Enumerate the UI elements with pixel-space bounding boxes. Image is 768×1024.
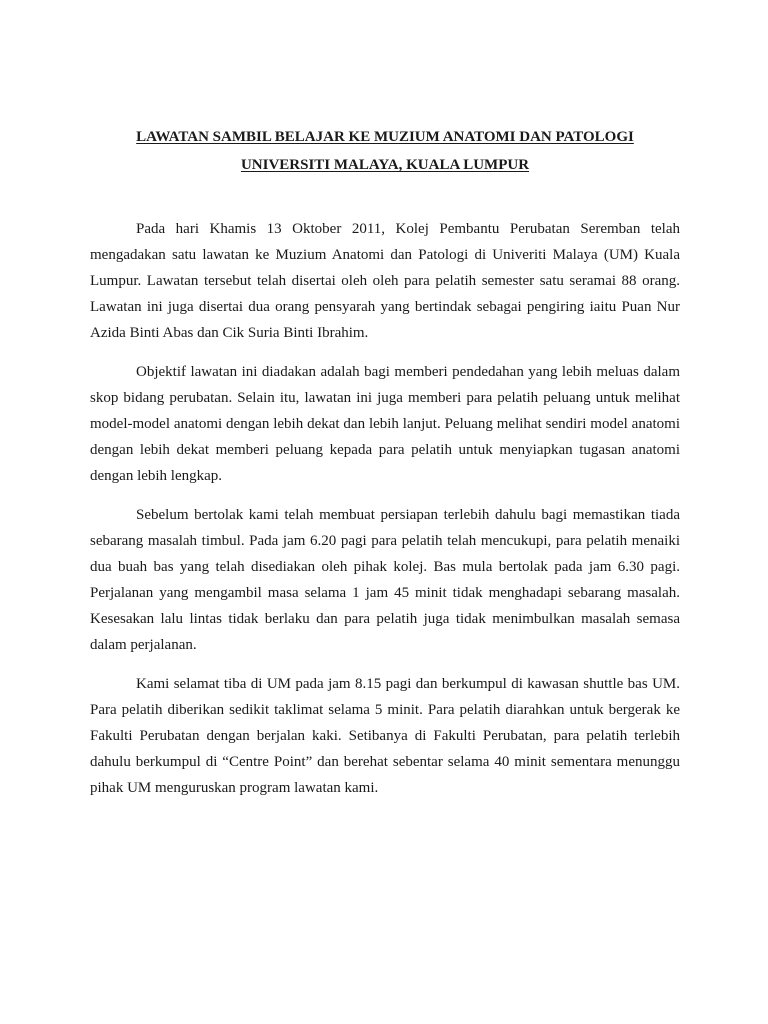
title-line-2: UNIVERSITI MALAYA, KUALA LUMPUR	[240, 157, 530, 173]
document-body	[90, 216, 680, 801]
paragraph-1: Pada hari Khamis 13 Oktober 2011, Kolej Pembantu Perubatan Seremban telah mengadakan satu lawatan ke Muzium Anatomi dan Patologi di Univeriti Malaya (UM) Kuala Lumpur. Lawatan tersebut telah disertai oleh oleh para pelatih semester satu seramai 88 orang. Lawatan ini juga disertai dua orang pensyarah yang bertindak sebagai pengiring iaitu Puan Nur Azida Binti Abas dan Cik Suria Binti Ibrahim.	[90, 221, 680, 341]
paragraph-2: Objektif lawatan ini diadakan adalah bagi memberi pendedahan yang lebih meluas dalam skop bidang perubatan. Selain itu, lawatan ini juga memberi para pelatih peluang untuk melihat model-model anatomi dengan lebih dekat dan lebih lanjut. Peluang melihat sendiri model anatomi dengan lebih dekat memberi peluang kepada para pelatih untuk menyiapkan tugasan anatomi dengan lebih lengkap.	[90, 364, 680, 484]
paragraph-3: Sebelum bertolak kami telah membuat persiapan terlebih dahulu bagi memastikan tiada sebarang masalah timbul. Pada jam 6.20 pagi para pelatih telah mencukupi, para pelatih menaiki dua buah bas yang telah disediakan oleh pihak kolej. Bas mula bertolak pada jam 6.30 pagi. Perjalanan yang mengambil masa selama 1 jam 45 minit tidak menghadapi sebarang masalah. Kesesakan lalu lintas tidak berlaku dan para pelatih juga tidak menimbulkan masalah semasa dalam perjalanan.	[90, 507, 680, 653]
document-title	[90, 123, 680, 179]
title-line-1: LAWATAN SAMBIL BELAJAR KE MUZIUM ANATOMI DAN PATOLOGI	[136, 129, 634, 145]
paragraph-4: Kami selamat tiba di UM pada jam 8.15 pagi dan berkumpul di kawasan shuttle bas UM. Para pelatih diberikan sedikit taklimat selama 5 minit. Para pelatih diarahkan untuk bergerak ke Fakulti Perubatan dengan berjalan kaki. Setibanya di Fakulti Perubatan, para pelatih terlebih dahulu berkumpul di “Centre Point” dan berehat sebentar selama 40 minit sementara menunggu pihak UM menguruskan program lawatan kami.	[90, 676, 680, 796]
